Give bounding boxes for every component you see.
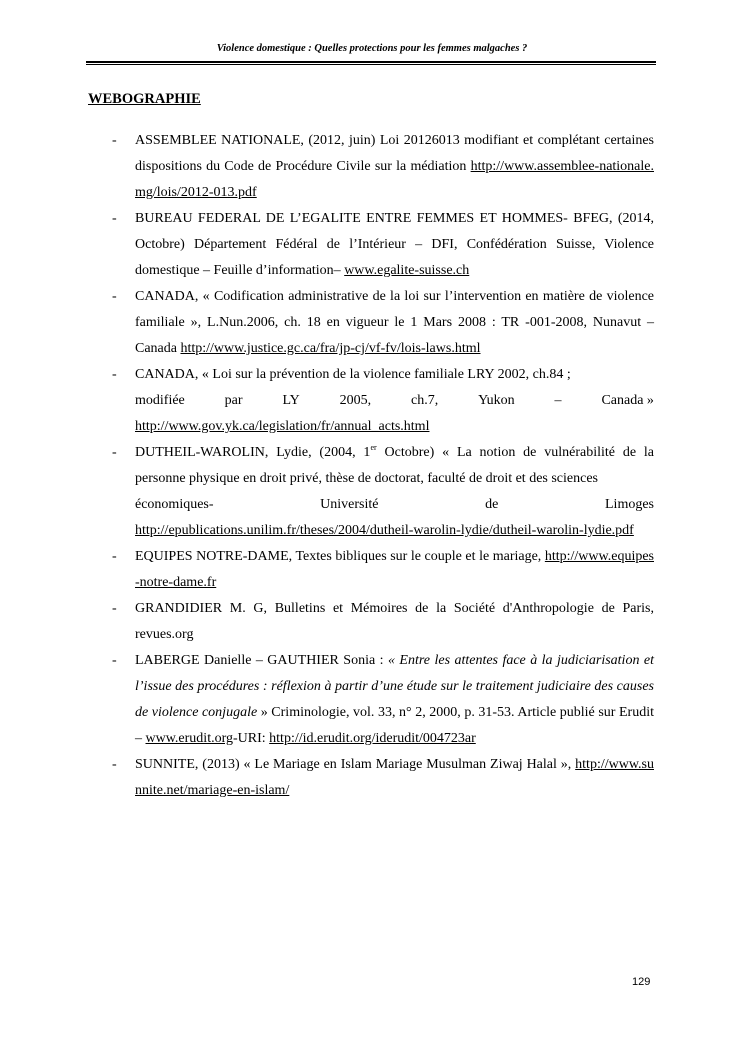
reference-text: SUNNITE, (2013) « Le Mariage en Islam Mariage Musulman Ziwaj Halal », (135, 757, 576, 772)
reference-item (112, 752, 654, 804)
reference-text: ASSEMBLEE NATIONALE, (2012, juin) Loi 20126013 modifiant et complétant certaines dispositions du Code de Procédure Civile sur la médiation (135, 133, 654, 174)
reference-item (112, 206, 654, 284)
reference-link[interactable]: http://www.sunnite.net/mariage-en-islam/ (135, 757, 654, 798)
reference-text: » Criminologie, vol. 33, n° 2, 2000, p. 31-53. Article publié sur Erudit – (135, 705, 654, 746)
reference-link[interactable]: http://www.justice.gc.ca/fra/jp-cj/vf-fv/lois-laws.html (180, 341, 481, 356)
reference-text: EQUIPES NOTRE-DAME, Textes bibliques sur le couple et le mariage, (135, 549, 545, 564)
reference-link[interactable]: http://id.erudit.org/iderudit/004723ar (269, 731, 476, 746)
reference-word: 2005, (339, 393, 372, 408)
reference-text: -URI: (233, 731, 270, 746)
reference-word: Université (320, 497, 379, 512)
reference-link[interactable]: http://www.equipes-notre-dame.fr (135, 549, 654, 590)
superscript: er (370, 443, 377, 452)
reference-word: Limoges (605, 497, 654, 512)
reference-item (112, 544, 654, 596)
page-number: 129 (632, 976, 651, 988)
reference-word: LY (282, 393, 300, 408)
section-title: WEBOGRAPHIE (88, 91, 201, 107)
reference-word: ch.7, (410, 393, 439, 408)
reference-link[interactable]: www.egalite-suisse.ch (344, 263, 470, 278)
header-rule-thin (86, 64, 656, 65)
reference-link[interactable]: http://www.gov.yk.ca/legislation/fr/annual_acts.html (135, 419, 430, 434)
reference-spread-line (135, 492, 654, 518)
reference-list (112, 128, 654, 804)
reference-word: de (485, 497, 499, 512)
reference-link[interactable]: http://www.assemblee-nationale.mg/lois/2012-013.pdf (135, 159, 654, 200)
reference-text: GRANDIDIER M. G, Bulletins et Mémoires de la Société d'Anthropologie de Paris, revues.org (135, 601, 654, 642)
reference-item (112, 440, 654, 544)
reference-item (112, 596, 654, 648)
header-rule (86, 61, 656, 63)
reference-word: – (554, 393, 562, 408)
reference-word: Canada » (601, 393, 654, 408)
reference-link[interactable]: http://epublications.unilim.fr/theses/2004/dutheil-warolin-lydie/dutheil-warolin-lydie.pdf (135, 523, 634, 538)
reference-item (112, 362, 654, 440)
reference-word: économiques- (135, 497, 214, 512)
reference-word: Yukon (478, 393, 515, 408)
reference-text: DUTHEIL-WAROLIN, Lydie, (2004, 1 (135, 445, 371, 460)
reference-text: Octobre) « La notion de vulnérabilité de la personne physique en droit privé, thèse de doctorat, faculté de droit et des sciences (135, 445, 654, 486)
reference-link[interactable]: www.erudit.org (145, 731, 233, 746)
reference-text: - CANADA, « Loi sur la prévention de la violence familiale LRY 2002, ch.84 ; (135, 367, 571, 382)
reference-word: modifiée (135, 393, 185, 408)
reference-text: CANADA, « Codification administrative de la loi sur l’intervention en matière de violence familiale », L.Nun.2006, ch. 18 en vigueur le 1 Mars 2008 : TR -001-2008, Nunavut – Canada (135, 289, 654, 356)
reference-item (112, 284, 654, 362)
reference-text: BUREAU FEDERAL DE L’EGALITE ENTRE FEMMES ET HOMMES- BFEG, (2014, Octobre) Département Fédéral de l’Intérieur – DFI, Confédération Suisse, Violence domestique – Feuille d’information– (135, 211, 654, 278)
reference-text: LABERGE Danielle – GAUTHIER Sonia : (135, 653, 388, 668)
reference-item (112, 648, 654, 752)
reference-item (112, 128, 654, 206)
reference-title-italic: « Entre les attentes face à la judiciarisation et l’issue des procédures : réflexion à partir d’une étude sur le traitement judiciaire des causes de violence conjugale (135, 653, 654, 720)
reference-word: par (224, 393, 243, 408)
running-header: Violence domestique : Quelles protections pour les femmes malgaches ? (216, 43, 528, 54)
reference-spread-line (135, 388, 654, 414)
